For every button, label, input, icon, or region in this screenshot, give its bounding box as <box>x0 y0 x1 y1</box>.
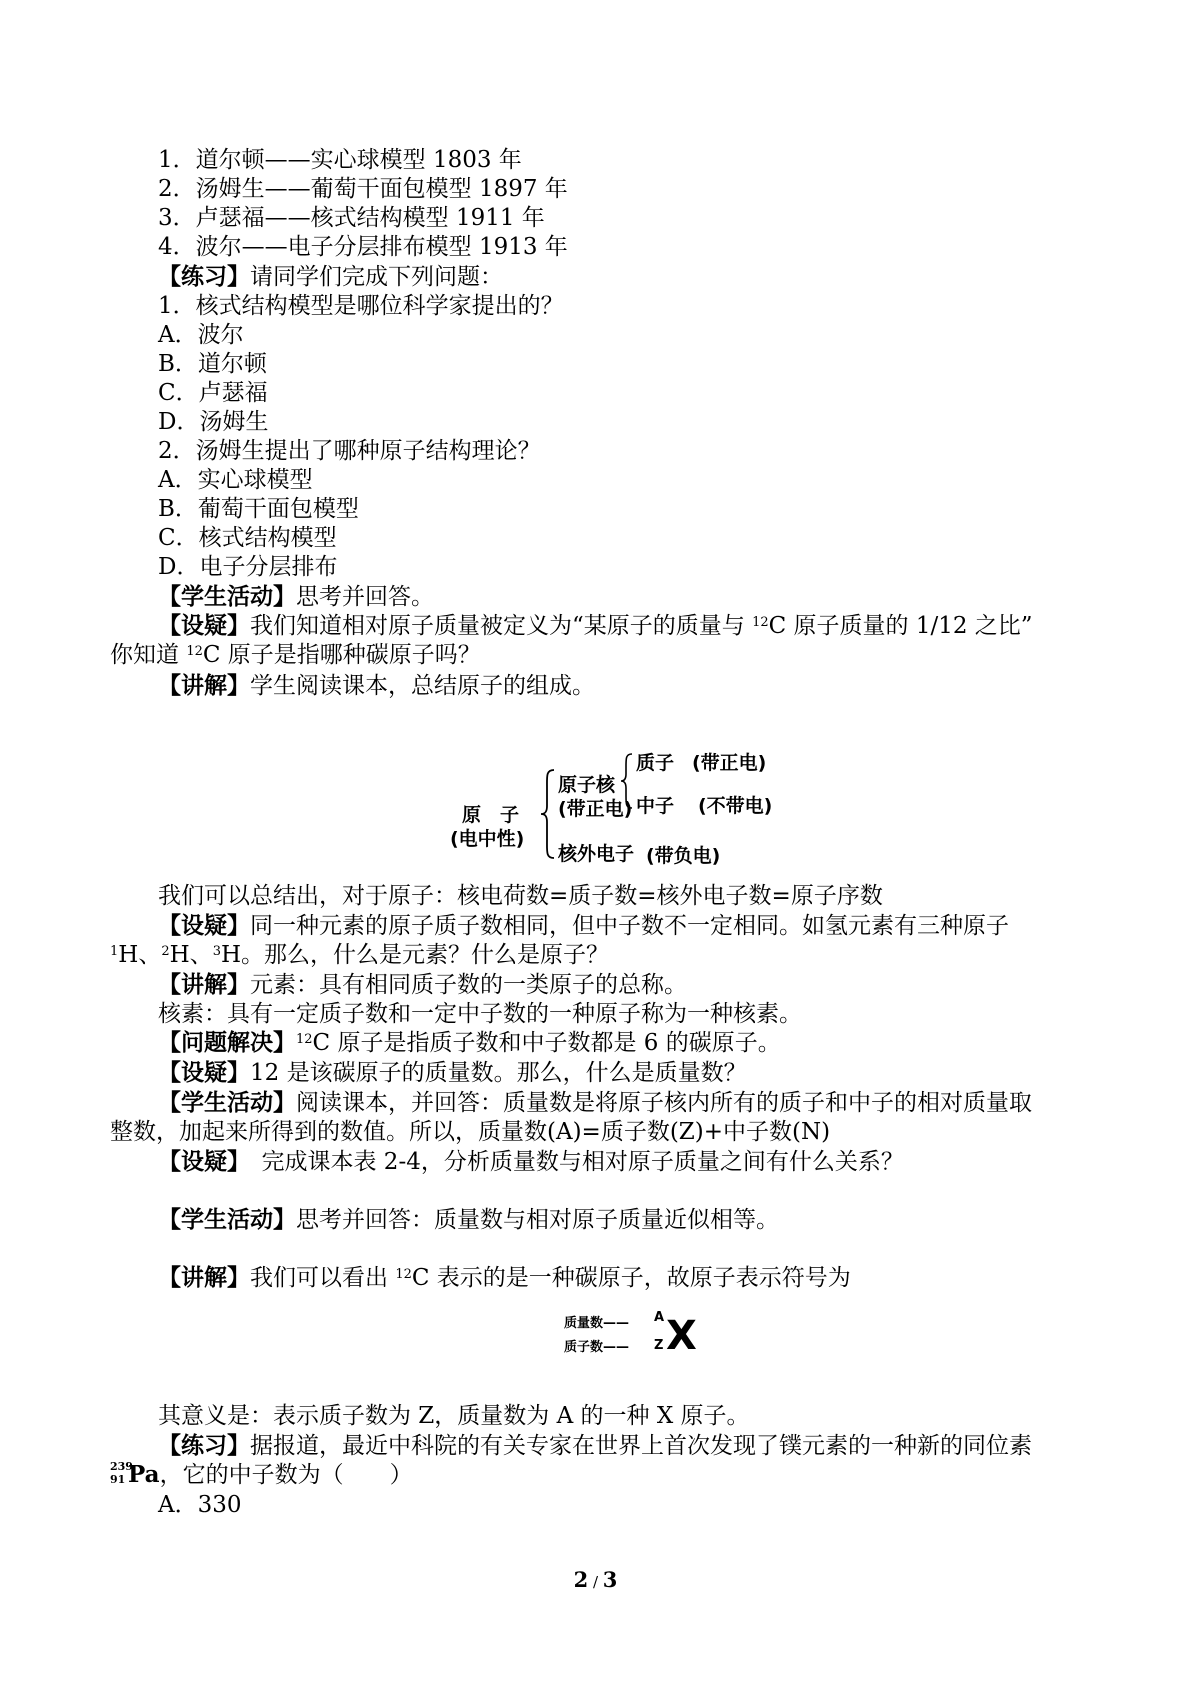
question-line-2 <box>110 939 609 971</box>
superscript-mass: 12 <box>296 1032 313 1047</box>
proton-number-letter: Z <box>654 1338 664 1353</box>
q2-option-d: D．电子分层排布 <box>158 554 338 580</box>
question-text: 那么，什么是元素？什么是原子？ <box>264 942 610 968</box>
practice-paragraph <box>158 261 503 293</box>
question-paragraph-1 <box>158 610 1033 642</box>
question-tag: 【设疑】 <box>158 912 250 939</box>
question-text: 同一种元素的原子质子数相同，但中子数不一定相同。如氢元素有三种原子 <box>250 913 1009 939</box>
activity-tag: 【学生活动】 <box>158 1206 296 1233</box>
question-text: 完成课本表 2-4，分析质量数与相对原子质量之间有什么关系？ <box>238 1149 904 1175</box>
electron-note: (带负电) <box>646 845 721 867</box>
question-text: 你知道 <box>110 642 187 668</box>
isotope-symbol: H、 <box>169 942 213 968</box>
question-line-2 <box>110 639 481 671</box>
q1-option-d: D．汤姆生 <box>158 409 269 435</box>
question-text: C 原子是指哪种碳原子吗？ <box>202 642 481 668</box>
nuclide-symbol-diagram <box>564 1310 724 1362</box>
history-line-3: 3．卢瑟福——核式结构模型 1911 年 <box>158 205 545 231</box>
proton-number-label: 质子数—— <box>564 1340 630 1355</box>
atom-label: 原 子 <box>462 804 520 826</box>
explain-tag: 【讲解】 <box>158 971 250 998</box>
summary-line: 我们可以总结出，对于原子：核电荷数=质子数=核外电子数=原子序数 <box>158 883 883 909</box>
nuclide-definition: 核素：具有一定质子数和一定中子数的一种原子称为一种核素。 <box>158 1001 802 1027</box>
explain-tag: 【讲解】 <box>158 672 250 699</box>
question-text: C 原子质量的 1/12 之比” <box>768 613 1033 639</box>
current-page: 2 <box>573 1567 589 1592</box>
element-symbol: X <box>666 1313 697 1359</box>
right-brace-icon <box>620 752 634 810</box>
meaning-line: 其意义是：表示质子数为 Z，质量数为 A 的一种 X 原子。 <box>158 1403 750 1429</box>
activity-tag: 【学生活动】 <box>158 583 296 610</box>
history-line-2: 2．汤姆生——葡萄干面包模型 1897 年 <box>158 176 568 202</box>
q1-option-a: A．波尔 <box>158 322 244 348</box>
activity-text: 思考并回答：质量数与相对原子质量近似相等。 <box>296 1207 779 1233</box>
explain-text: 我们可以看出 <box>250 1265 396 1291</box>
nucleus-note: (带正电) <box>558 798 633 820</box>
isotope-symbol: H。 <box>220 942 265 968</box>
neutron-label: 中子 <box>636 795 675 817</box>
question-tag: 【设疑】 <box>158 1148 239 1175</box>
explain-text: C 表示的是一种碳原子，故原子表示符号为 <box>411 1265 851 1291</box>
activity-paragraph-1 <box>158 581 434 613</box>
question-2: 2．汤姆生提出了哪种原子结构理论？ <box>158 438 541 464</box>
activity-tag: 【学生活动】 <box>158 1089 296 1116</box>
q2-option-a: A．实心球模型 <box>158 467 313 493</box>
explain-paragraph-3 <box>158 1262 851 1294</box>
nucleus-label: 原子核 <box>558 774 616 796</box>
history-line-4: 4．波尔——电子分层排布模型 1913 年 <box>158 234 568 260</box>
atom-structure-diagram <box>440 752 780 872</box>
isotope-superscript: 1 <box>110 944 119 959</box>
mass-number-label: 质量数—— <box>564 1316 630 1331</box>
proton-note: (带正电) <box>692 752 767 774</box>
activity-paragraph-3 <box>158 1204 779 1236</box>
mass-number: 239 <box>110 1460 133 1473</box>
activity-text: 阅读课本，并回答：质量数是将原子核内所有的质子和中子的相对质量取 <box>296 1090 1032 1116</box>
activity-text: 思考并回答。 <box>296 584 434 610</box>
element-symbol: Pa <box>128 1461 160 1488</box>
neutron-note: (不带电) <box>698 795 773 817</box>
explain-paragraph-2 <box>158 969 687 1001</box>
explain-text: 元素：具有相同质子数的一类原子的总称。 <box>250 972 687 998</box>
q2-option-b: B．葡萄干面包模型 <box>158 496 359 522</box>
question-text: 我们知道相对原子质量被定义为“某原子的质量与 <box>250 613 753 639</box>
mass-number-definition: 整数，加起来所得到的数值。所以，质量数(A)=质子数(Z)+中子数(N) <box>110 1119 831 1145</box>
practice-text: 据报道，最近中科院的有关专家在世界上首次发现了镤元素的一种新的同位素 <box>250 1433 1032 1459</box>
question-1: 1．核式结构模型是哪位科学家提出的？ <box>158 293 564 319</box>
explain-paragraph-1 <box>158 670 595 702</box>
superscript-mass: 12 <box>395 1267 412 1282</box>
proton-label: 质子 <box>636 752 675 774</box>
page-separator: / <box>588 1573 603 1591</box>
solve-paragraph <box>158 1027 781 1059</box>
left-brace-icon <box>540 768 556 860</box>
practice-tag: 【练习】 <box>158 263 250 290</box>
mass-number-letter: A <box>654 1310 665 1325</box>
practice-line-2 <box>110 1459 413 1491</box>
explain-text: 学生阅读课本，总结原子的组成。 <box>250 673 595 699</box>
total-pages: 3 <box>602 1567 618 1592</box>
practice-option-a: A．330 <box>158 1492 242 1518</box>
q1-option-b: B．道尔顿 <box>158 351 267 377</box>
practice-paragraph-2 <box>158 1430 1032 1462</box>
isotope-superscript: 2 <box>161 944 170 959</box>
electron-label: 核外电子 <box>558 843 635 865</box>
question-paragraph-4 <box>158 1146 904 1178</box>
q1-option-c: C．卢瑟福 <box>158 380 268 406</box>
history-line-1: 1．道尔顿——实心球模型 1803 年 <box>158 147 522 173</box>
q2-option-c: C．核式结构模型 <box>158 525 337 551</box>
atom-note: (电中性) <box>450 828 525 850</box>
page-number <box>0 1567 1191 1592</box>
practice-tag: 【练习】 <box>158 1432 250 1459</box>
atomic-number: 91 <box>110 1473 126 1486</box>
question-paragraph-2 <box>158 910 1009 942</box>
superscript-mass: 12 <box>186 644 203 659</box>
superscript-mass: 12 <box>752 615 769 630</box>
solve-tag: 【问题解决】 <box>158 1029 296 1056</box>
isotope-superscript: 3 <box>212 944 221 959</box>
question-tag: 【设疑】 <box>158 612 250 639</box>
solve-text: C 原子是指质子数和中子数都是 6 的碳原子。 <box>312 1030 781 1056</box>
nuclide-notation <box>110 1459 133 1489</box>
practice-text: ，它的中子数为（ ） <box>159 1462 413 1488</box>
practice-intro: 请同学们完成下列问题： <box>250 264 503 290</box>
activity-paragraph-2 <box>158 1087 1032 1119</box>
question-paragraph-3 <box>158 1057 747 1089</box>
isotope-symbol: H、 <box>118 942 162 968</box>
question-tag: 【设疑】 <box>158 1059 250 1086</box>
question-text: 12 是该碳原子的质量数。那么，什么是质量数？ <box>250 1060 747 1086</box>
explain-tag: 【讲解】 <box>158 1264 250 1291</box>
